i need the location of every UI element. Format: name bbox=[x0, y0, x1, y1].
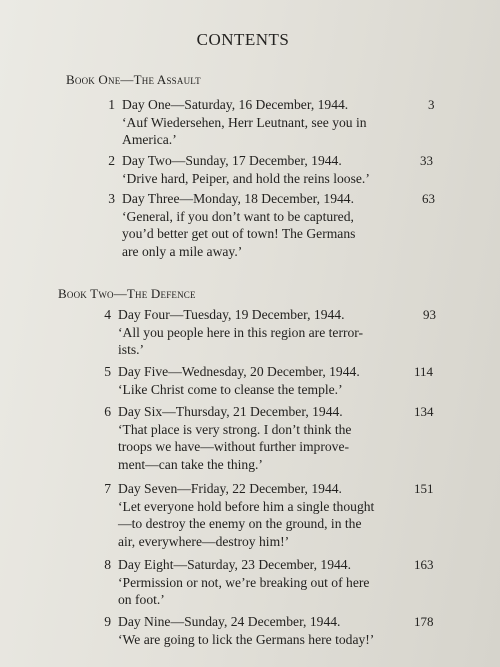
chapter-7-entry bbox=[104, 480, 434, 550]
chapter-number: 5 bbox=[104, 364, 111, 379]
chapter-quote-line: ists.’ bbox=[118, 342, 145, 357]
chapter-8-entry bbox=[104, 556, 434, 609]
chapter-quote-line: ‘Permission or not, we’re breaking out of here bbox=[118, 574, 370, 590]
chapter-quote-line: America.’ bbox=[122, 132, 177, 147]
page-number: 151 bbox=[414, 481, 434, 496]
chapter-quote-line: ment—can take the thing.’ bbox=[118, 456, 263, 472]
chapter-heading: Day Two—Sunday, 17 December, 1944. bbox=[122, 153, 342, 168]
page-number: 33 bbox=[420, 153, 433, 168]
chapter-quote-line: you’d better get out of town! The Germans bbox=[122, 226, 356, 241]
chapter-9-entry bbox=[104, 613, 434, 648]
chapter-number: 7 bbox=[104, 481, 111, 496]
chapter-quote-line: are only a mile away.’ bbox=[122, 243, 243, 259]
page-number: 93 bbox=[423, 307, 436, 322]
chapter-heading: Day Four—Tuesday, 19 December, 1944. bbox=[118, 307, 345, 322]
chapter-number: 2 bbox=[108, 153, 115, 168]
chapter-quote-line: ‘Like Christ come to cleanse the temple.’ bbox=[118, 381, 343, 397]
chapter-heading: Day Five—Wednesday, 20 December, 1944. bbox=[118, 364, 360, 379]
chapter-quote-line: ‘That place is very strong. I don’t think the bbox=[118, 421, 352, 437]
page-number: 134 bbox=[414, 404, 434, 419]
chapter-quote-line: ‘All you people here in this region are terror- bbox=[118, 324, 364, 340]
page-number: 178 bbox=[414, 614, 434, 629]
chapter-number: 9 bbox=[104, 614, 111, 629]
chapter-quote-line: ‘Drive hard, Peiper, and hold the reins loose.’ bbox=[122, 170, 370, 186]
chapter-4-entry bbox=[104, 306, 436, 359]
chapter-heading: Day Six—Thursday, 21 December, 1944. bbox=[118, 404, 343, 419]
chapter-1-entry bbox=[108, 96, 435, 149]
chapter-number: 3 bbox=[108, 191, 115, 206]
chapter-6-entry bbox=[104, 403, 434, 473]
chapter-heading: Day Three—Monday, 18 December, 1944. bbox=[122, 191, 354, 206]
book-two-heading: Book Two—The Defence bbox=[58, 286, 196, 301]
chapter-5-entry bbox=[104, 363, 434, 398]
chapter-number: 4 bbox=[104, 307, 111, 322]
chapter-heading: Day Nine—Sunday, 24 December, 1944. bbox=[118, 614, 341, 629]
chapter-3-entry bbox=[108, 190, 435, 260]
book-one-heading: Book One—The Assault bbox=[66, 72, 201, 87]
chapter-quote-line: ‘Let everyone hold before him a single thought bbox=[118, 498, 375, 514]
chapter-heading: Day Eight—Saturday, 23 December, 1944. bbox=[118, 557, 352, 572]
chapter-number: 6 bbox=[104, 404, 111, 419]
chapter-quote-line: air, everywhere—destroy him!’ bbox=[118, 533, 290, 549]
chapter-quote-line: ‘We are going to lick the Germans here today!’ bbox=[118, 631, 375, 647]
page-number: 3 bbox=[428, 97, 435, 112]
chapter-quote-line: on foot.’ bbox=[118, 592, 165, 607]
page-number: 163 bbox=[414, 557, 434, 572]
chapter-heading: Day One—Saturday, 16 December, 1944. bbox=[122, 97, 349, 112]
page-number: 114 bbox=[414, 364, 434, 379]
chapter-number: 8 bbox=[104, 557, 111, 572]
chapter-quote-line: ‘General, if you don’t want to be captured, bbox=[122, 208, 354, 224]
chapter-2-entry bbox=[108, 152, 433, 187]
chapter-number: 1 bbox=[108, 97, 115, 112]
chapter-quote-line: ‘Auf Wiedersehen, Herr Leutnant, see you in bbox=[122, 114, 367, 130]
chapter-quote-line: —to destroy the enemy on the ground, in the bbox=[118, 516, 362, 531]
page-number: 63 bbox=[422, 191, 435, 206]
chapter-quote-line: troops we have—without further improve- bbox=[118, 439, 350, 454]
chapter-heading: Day Seven—Friday, 22 December, 1944. bbox=[118, 481, 342, 496]
contents-title: CONTENTS bbox=[196, 30, 290, 49]
